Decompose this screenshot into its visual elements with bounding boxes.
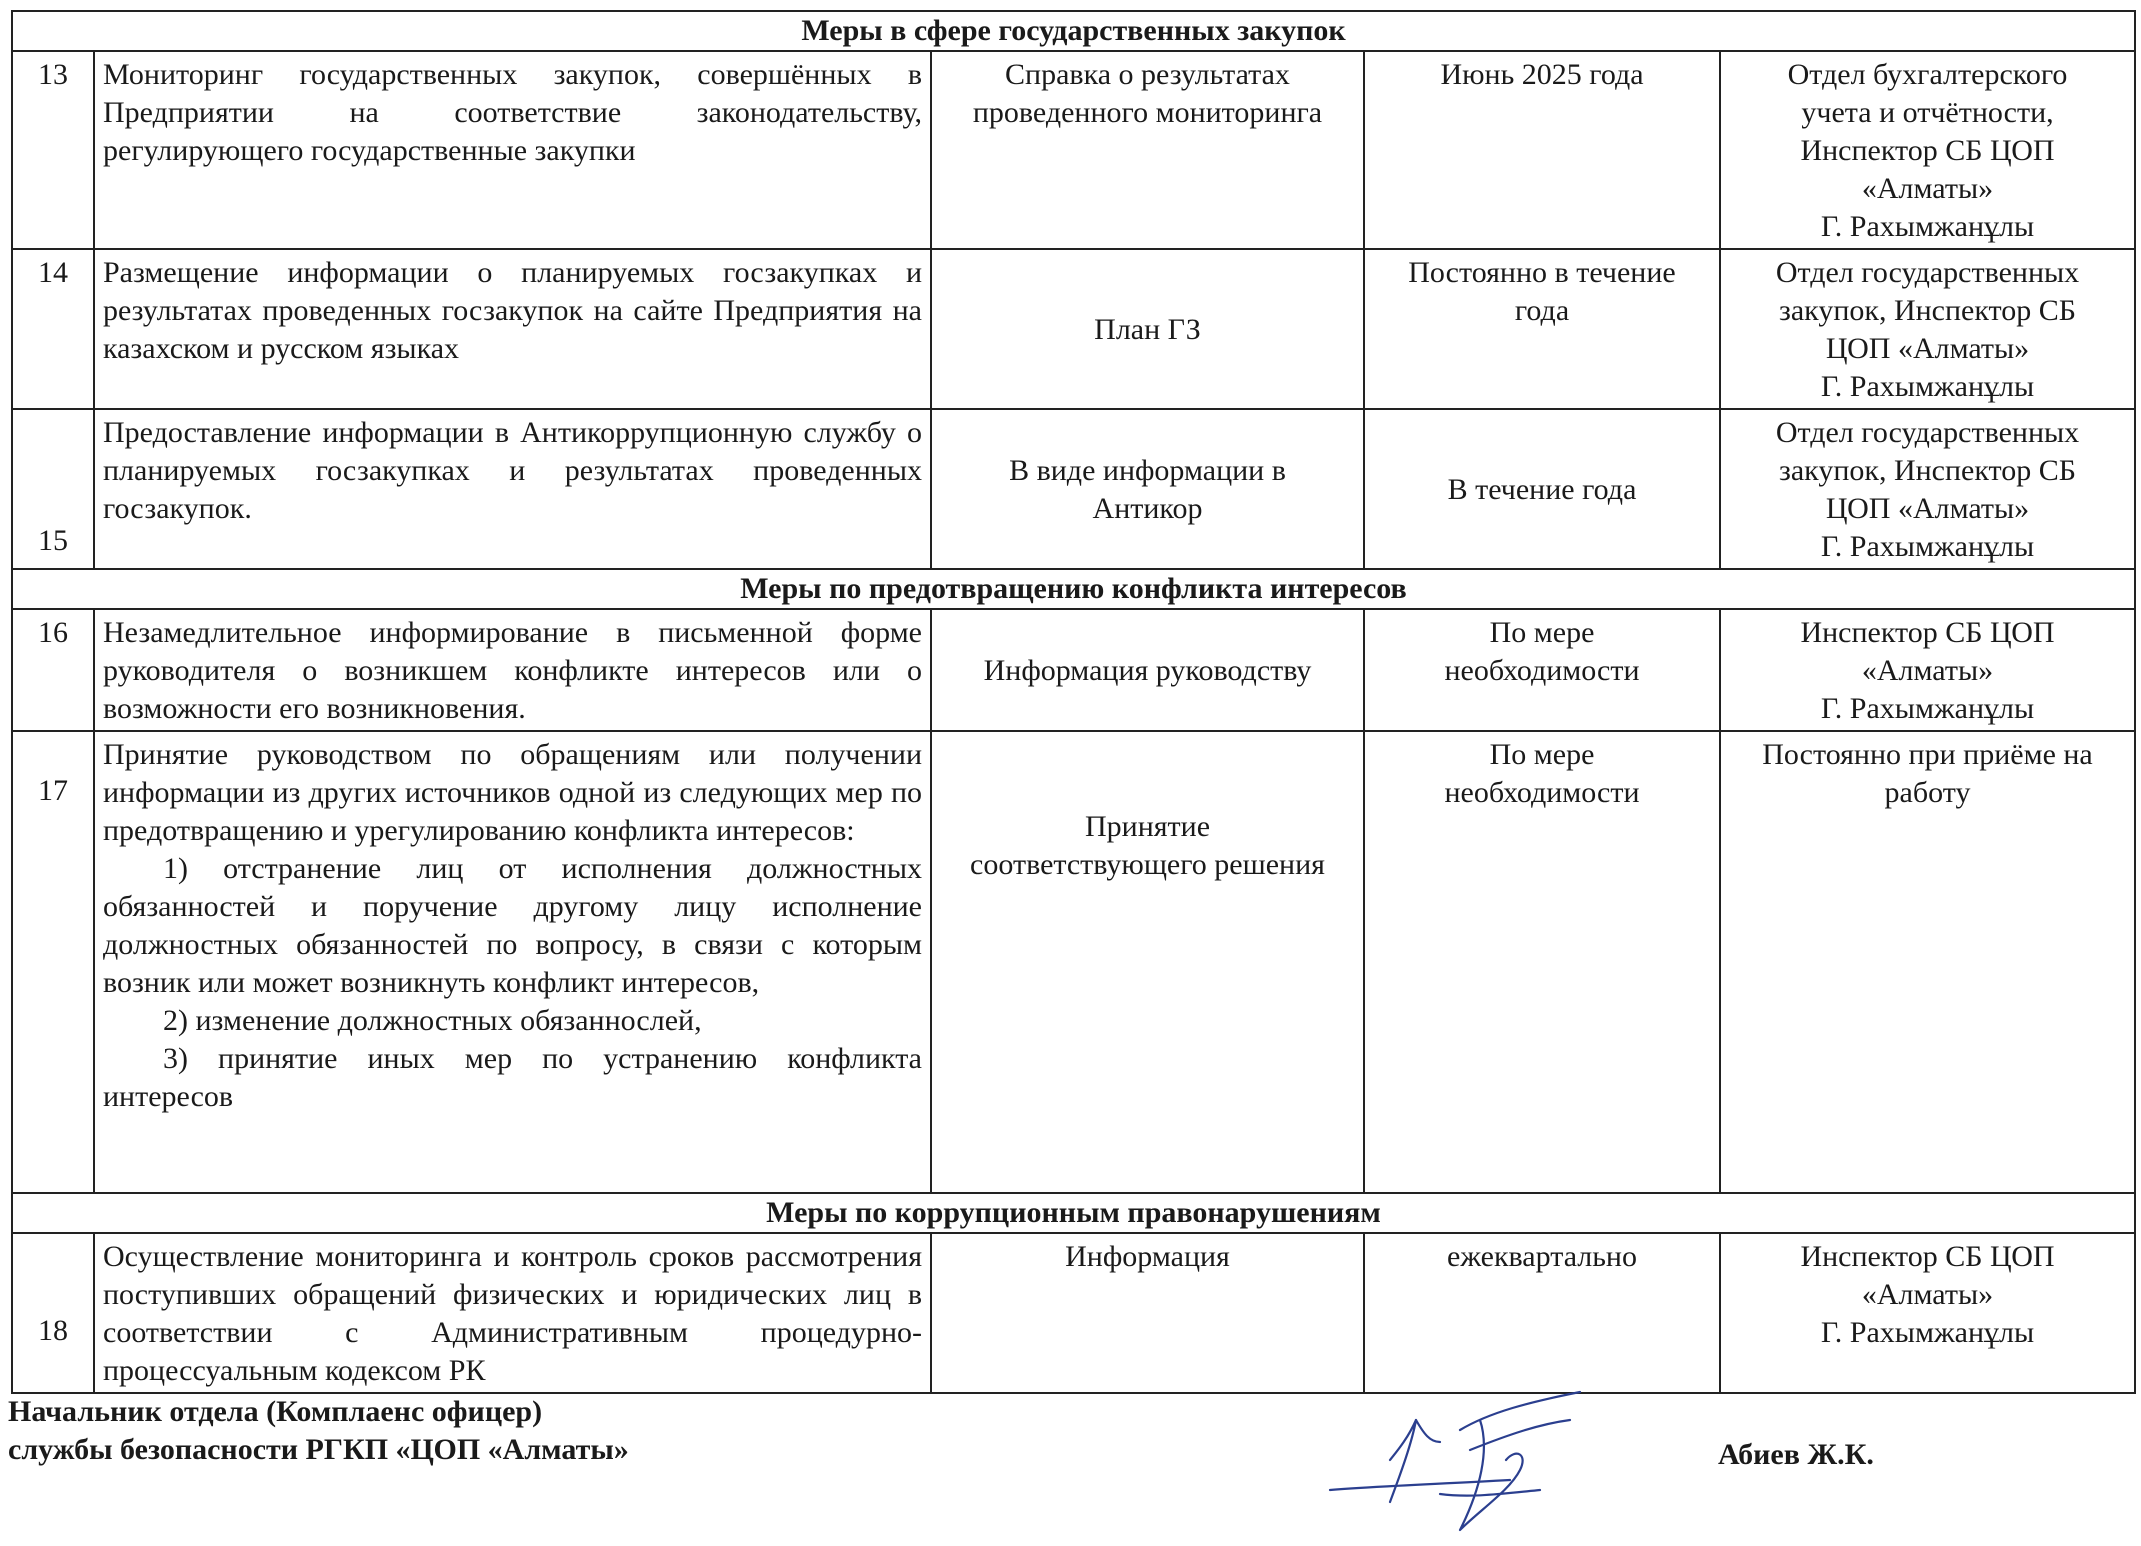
signature-stroke (1390, 1420, 1416, 1502)
responsible-line: закупок, Инспектор СБ (1779, 454, 2076, 487)
responsible (1720, 609, 2135, 731)
signature-stroke (1460, 1392, 1580, 1430)
result-form (931, 409, 1364, 569)
deadline-line: Постоянно в течение (1408, 256, 1676, 289)
result-line: Принятие (1084, 810, 1211, 843)
responsible-line: Инспектор СБ ЦОП (1800, 616, 2055, 649)
deadline: В течение года (1364, 409, 1720, 569)
signature-stroke (1330, 1480, 1510, 1490)
responsible-line: Г. Рахымжанұлы (1820, 692, 2035, 725)
measure-option: 3) принятие иных мер по устранению конфликта интересов (103, 1042, 922, 1113)
responsible-line: Отдел государственных (1775, 256, 2080, 289)
measure-description: Незамедлительное информирование в письменной форме руководителя о возникшем конфликте интересов или о возможности его возникновения. (94, 609, 931, 731)
responsible-line: Инспектор СБ ЦОП (1800, 134, 2055, 167)
measure-description: Осуществление мониторинга и контроль сроков рассмотрения поступивших обращений физических и юридических лиц в соответствии с Административным процедурно-процессуальным кодексом РК (94, 1233, 931, 1393)
responsible-line: Г. Рахымжанұлы (1820, 210, 2035, 243)
responsible (1720, 249, 2135, 409)
responsible-line: Г. Рахымжанұлы (1820, 530, 2035, 563)
row-number: 17 (12, 731, 94, 1193)
deadline-line: По мере (1489, 738, 1595, 771)
row-number: 13 (12, 51, 94, 249)
row-number: 15 (12, 409, 94, 569)
measure-description: Предоставление информации в Антикоррупционную службу о планируемых госзакупках и результатах проведенных госзакупок. (94, 409, 931, 569)
table-row (12, 51, 2135, 249)
deadline-line: необходимости (1444, 776, 1640, 809)
signature-stroke (1440, 1490, 1540, 1496)
measure-description: Размещение информации о планируемых госзакупках и результатах проведенных госзакупок на сайте Предприятия на казахском и русском языках (94, 249, 931, 409)
responsible-line: «Алматы» (1861, 654, 1994, 687)
table-row (12, 249, 2135, 409)
signatory-name: Абиев Ж.К. (1718, 1438, 1874, 1471)
result-line: соответствующего решения (970, 848, 1325, 881)
table-row (12, 609, 2135, 731)
deadline-line: По мере (1489, 616, 1595, 649)
responsible-line: учета и отчётности, (1801, 96, 2054, 129)
responsible-line: Отдел государственных (1775, 416, 2080, 449)
result-form: Информация (931, 1233, 1364, 1393)
signature-stroke (1460, 1420, 1523, 1530)
signatory-title-line: службы безопасности РГКП «ЦОП «Алматы» (8, 1433, 629, 1466)
signature-stroke (1416, 1420, 1440, 1442)
measure-intro: Принятие руководством по обращениям или получении информации из других источников одной из следующих мер по предотвращению и урегулированию конфликта интересов: (103, 738, 922, 847)
deadline: Июнь 2025 года (1364, 51, 1720, 249)
deadline-line: необходимости (1444, 654, 1640, 687)
responsible-line: Г. Рахымжанұлы (1820, 1316, 2035, 1349)
section-title: Меры в сфере государственных закупок (12, 11, 2135, 51)
section-title: Меры по предотвращению конфликта интересов (12, 569, 2135, 609)
responsible (1720, 51, 2135, 249)
result-line: Антикор (1092, 492, 1203, 525)
table-row (12, 409, 2135, 569)
measure-option: 1) отстранение лиц от исполнения должностных обязанностей и поручение другому лицу исполнение должностных обязанностей по вопросу, в связи с которым возник или может возникнуть конфликт интересов, (103, 852, 922, 999)
responsible-line: Отдел бухгалтерского (1787, 58, 2068, 91)
section-title: Меры по коррупционным правонарушениям (12, 1193, 2135, 1233)
measure-description: Мониторинг государственных закупок, совершённых в Предприятии на соответствие законодательству, регулирующего государственные закупки (94, 51, 931, 249)
responsible-line: Инспектор СБ ЦОП (1800, 1240, 2055, 1273)
responsible (1720, 409, 2135, 569)
row-number: 18 (12, 1233, 94, 1393)
section-header (12, 1193, 2135, 1233)
responsible (1720, 1233, 2135, 1393)
responsible-line: закупок, Инспектор СБ (1779, 294, 2076, 327)
measure-description (94, 731, 931, 1193)
result-form: Информация руководству (931, 609, 1364, 731)
measure-option: 2) изменение должностных обязаннослей, (163, 1004, 702, 1037)
responsible-line: ЦОП «Алматы» (1825, 492, 2030, 525)
deadline (1364, 609, 1720, 731)
table-row (12, 731, 2135, 1193)
responsible-line: Г. Рахымжанұлы (1820, 370, 2035, 403)
deadline-line: года (1514, 294, 1570, 327)
responsible-line: работу (1884, 776, 1971, 809)
measures-table (11, 10, 2136, 1394)
responsible (1720, 731, 2135, 1193)
result-line: В виде информации в (1009, 454, 1286, 487)
deadline (1364, 731, 1720, 1193)
section-header (12, 11, 2135, 51)
result-form: Справка о результатах проведенного мониторинга (931, 51, 1364, 249)
responsible-line: «Алматы» (1861, 172, 1994, 205)
deadline: ежеквартально (1364, 1233, 1720, 1393)
result-form (931, 731, 1364, 1193)
section-header (12, 569, 2135, 609)
deadline (1364, 249, 1720, 409)
signatory-title (8, 1393, 629, 1469)
row-number: 14 (12, 249, 94, 409)
responsible-line: ЦОП «Алматы» (1825, 332, 2030, 365)
signatory-title-line: Начальник отдела (Комплаенс офицер) (8, 1395, 543, 1428)
handwritten-signature (1320, 1390, 1660, 1540)
row-number: 16 (12, 609, 94, 731)
responsible-line: «Алматы» (1861, 1278, 1994, 1311)
table-row (12, 1233, 2135, 1393)
result-form: План ГЗ (931, 249, 1364, 409)
responsible-line: Постоянно при приёме на (1762, 738, 2093, 771)
